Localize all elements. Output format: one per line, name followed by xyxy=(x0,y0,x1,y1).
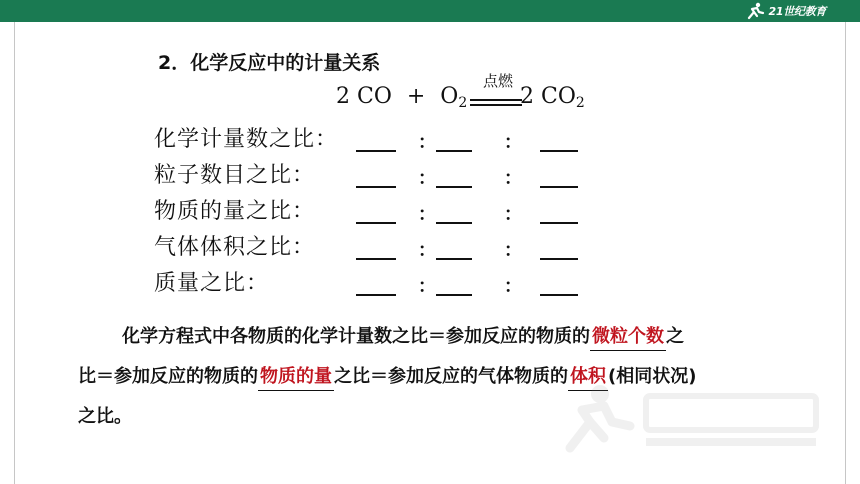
blank-co-2[interactable] xyxy=(356,186,396,188)
ratio-colon: ： xyxy=(504,132,522,153)
ratio-colon: ： xyxy=(418,204,436,225)
row-label-particles: 粒子数目之比： xyxy=(154,163,316,188)
row-label-volume: 气体体积之比： xyxy=(154,235,316,260)
paragraph-line-3: 之比。 xyxy=(78,406,132,427)
blank-o2-4[interactable] xyxy=(436,258,472,260)
reaction-condition: 点燃 xyxy=(482,72,513,90)
blank-o2-5[interactable] xyxy=(436,294,472,296)
section-heading: 2．化学反应中的计量关系 xyxy=(158,52,381,74)
blank-o2-3[interactable] xyxy=(436,222,472,224)
answer-moles: 物质的量 xyxy=(258,367,334,391)
right-border xyxy=(845,22,846,484)
logo-text: 21世纪教育 xyxy=(768,5,826,18)
equation-reactants xyxy=(336,84,467,111)
ratio-colon: ： xyxy=(418,132,436,153)
paragraph-line-2: 比＝参加反应的物质的 物质的量 之比＝参加反应的气体物质的 体积 (相同状况) xyxy=(78,362,838,391)
ratio-colon: ： xyxy=(418,276,436,297)
answer-particles: 微粒个数 xyxy=(590,327,666,351)
watermark-logo-icon xyxy=(560,378,830,458)
reactant-co: 2 CO xyxy=(336,84,392,109)
equation-product: 2 $CO_2$ xyxy=(520,84,585,111)
blank-co2-1[interactable] xyxy=(540,150,578,152)
blank-co2-2[interactable] xyxy=(540,186,578,188)
ratio-colon: ： xyxy=(504,240,522,261)
brand-logo xyxy=(745,1,826,21)
blank-co-5[interactable] xyxy=(356,294,396,296)
blank-co-1[interactable] xyxy=(356,150,396,152)
blank-co-4[interactable] xyxy=(356,258,396,260)
blank-co-3[interactable] xyxy=(356,222,396,224)
answer-volume: 体积 xyxy=(568,367,608,391)
ratio-colon: ： xyxy=(504,276,522,297)
blank-co2-4[interactable] xyxy=(540,258,578,260)
ratio-colon: ： xyxy=(504,168,522,189)
row-label-mass: 质量之比： xyxy=(154,271,270,296)
left-border xyxy=(14,22,15,484)
ratio-colon: ： xyxy=(504,204,522,225)
reactant-o2: $O_2$ xyxy=(440,84,468,111)
blank-co2-5[interactable] xyxy=(540,294,578,296)
row-label-moles: 物质的量之比： xyxy=(154,199,316,224)
runner-logo-icon xyxy=(745,2,765,20)
equals-line-top xyxy=(470,99,522,101)
blank-o2-1[interactable] xyxy=(436,150,472,152)
paragraph-line-1: 化学方程式中各物质的化学计量数之比＝参加反应的物质的 微粒个数 之 xyxy=(122,322,822,351)
blank-co2-3[interactable] xyxy=(540,222,578,224)
row-label-stoich: 化学计量数之比： xyxy=(154,127,339,152)
top-banner xyxy=(0,0,860,22)
plus-sign: + xyxy=(406,84,426,109)
ratio-colon: ： xyxy=(418,168,436,189)
blank-o2-2[interactable] xyxy=(436,186,472,188)
ratio-colon: ： xyxy=(418,240,436,261)
equals-line-bottom xyxy=(470,104,522,106)
